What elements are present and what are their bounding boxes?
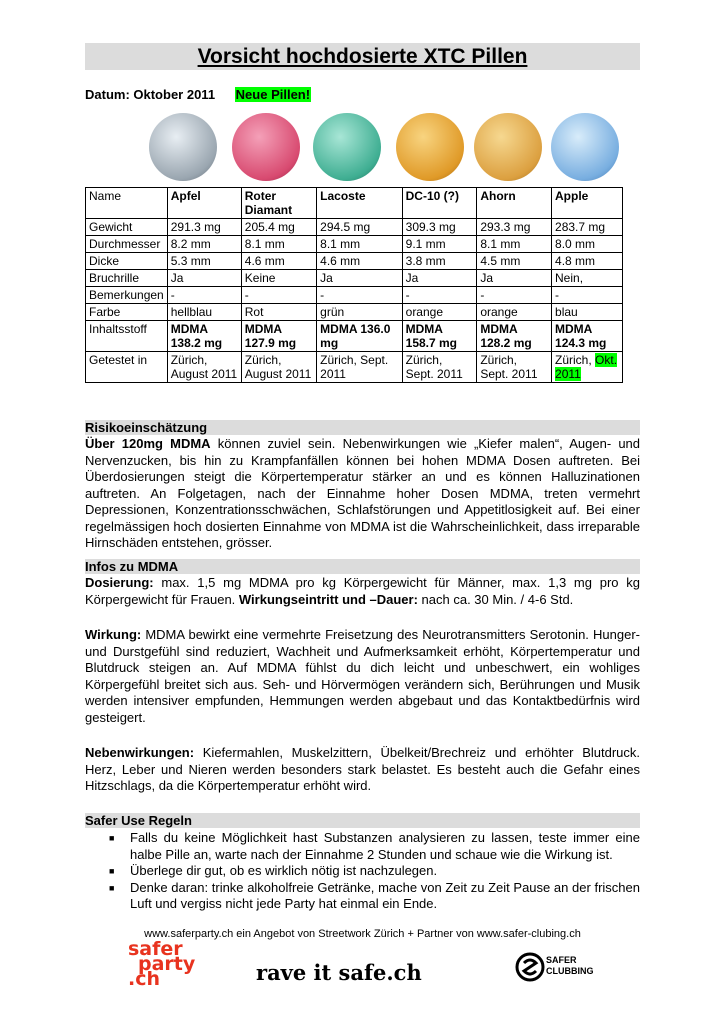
side-effects-text: Kiefermahlen, Muskelzittern, Übelkeit/Brechreiz und erhöhter Blutdruck. Herz, Leber und Nieren werden besonders stark belastet. Es besteht auch die Gefahr eines Hitzschlags, da die Körpertemperatur erhöht wird. (85, 745, 640, 793)
saferparty-logo[interactable]: safer party .ch (128, 938, 196, 990)
table-cell: 4.5 mm (477, 253, 552, 270)
table-header-cell: Name (86, 188, 168, 219)
list-item: ■ Falls du keine Möglichkeit hast Substanzen analysieren zu lassen, teste immer eine halbe Pille an, warte nach der Einnahme 2 Stunden und schaue wie die Wirkung ist. (109, 830, 640, 862)
table-cell: - (167, 287, 241, 304)
table-cell: orange (477, 304, 552, 321)
table-cell: orange (402, 304, 477, 321)
table-row (86, 304, 623, 321)
table-header-cell: Apple (552, 188, 623, 219)
table-row (86, 321, 623, 352)
table-header-cell: DC-10 (?) (402, 188, 477, 219)
table-cell: - (402, 287, 477, 304)
dose-text: max. 1,5 mg MDMA pro kg Körpergewicht für Männer, max. 1,3 mg pro kg Körpergewicht für Frauen. (85, 575, 640, 607)
table-cell: 4.6 mm (317, 253, 402, 270)
table-cell: grün (317, 304, 402, 321)
effect-label: Wirkung: (85, 627, 142, 642)
table-row (86, 352, 623, 383)
table-cell: 309.3 mg (402, 219, 477, 236)
table-cell: Zürich, Sept. 2011 (317, 352, 402, 383)
pill-image-roter-diamant (232, 113, 300, 181)
safer-use-heading: Safer Use Regeln (85, 813, 640, 828)
title-bar (85, 43, 640, 70)
onset-label: Wirkungseintritt und –Dauer: (238, 591, 418, 607)
table-cell: 8.1 mm (477, 236, 552, 253)
table-cell: 294.5 mg (317, 219, 402, 236)
table-cell: - (552, 287, 623, 304)
pill-image-dc10 (396, 113, 464, 181)
list-item: ■ Denke daran: trinke alkoholfreie Getränke, mache von Zeit zu Zeit Pause an der frischen Luft und vergiss nicht jede Party hat einmal ein Ende. (109, 879, 640, 911)
table-cell: MDMA 136.0 mg (317, 321, 402, 352)
table-cell: 8.0 mm (552, 236, 623, 253)
mdma-heading: Infos zu MDMA (85, 559, 640, 574)
table-cell: Ja (402, 270, 477, 287)
effect-text: MDMA bewirkt eine vermehrte Freisetzung des Neurotransmitters Serotonin. Hunger- und Durstgefühl sind reduziert, Wachheit und Aufmerksamkeit erhöht, Körpertemperatur und Blutdruck steigen an. Auf MDMA fühlst du dich leicht und unbeschwert, ein wohliges Körpergefühl breitet sich aus. Seh- und Hörvermögen verändern sich, Berührungen und Musik werden intensiver empfunden, Hemmungen werden abgebaut und das Kontaktbedürfnis wird gesteigert. (85, 627, 640, 725)
table-header-row (86, 188, 623, 219)
table-cell: Ja (477, 270, 552, 287)
table-cell: Getestet in (86, 352, 168, 383)
table-row (86, 236, 623, 253)
risk-lead: Über 120mg MDMA (85, 436, 211, 451)
table-cell: 8.1 mm (241, 236, 316, 253)
table-cell: 3.8 mm (402, 253, 477, 270)
table-cell: 4.6 mm (241, 253, 316, 270)
table-cell: Rot (241, 304, 316, 321)
bullet-icon: ■ (109, 833, 115, 843)
risk-paragraph (85, 436, 640, 552)
table-cell: 291.3 mg (167, 219, 241, 236)
table-cell: Durchmesser (86, 236, 168, 253)
table-cell: MDMA 124.3 mg (552, 321, 623, 352)
table-header-cell: Roter Diamant (241, 188, 316, 219)
pill-image-lacoste (313, 113, 381, 181)
table-cell: MDMA 158.7 mg (402, 321, 477, 352)
new-pills-badge: Neue Pillen! (235, 87, 311, 102)
table-cell: Nein, (552, 270, 623, 287)
table-header-cell: Lacoste (317, 188, 402, 219)
table-cell: Bruchrille (86, 270, 168, 287)
table-cell: Dicke (86, 253, 168, 270)
safer-clubbing-logo[interactable]: SAFER CLUBBING (546, 955, 594, 976)
table-header-cell: Apfel (167, 188, 241, 219)
list-item: ■ Überlege dir gut, ob es wirklich nötig ist nachzulegen. (109, 863, 438, 878)
table-cell: Bemerkungen (86, 287, 168, 304)
table-cell-highlighted (552, 352, 623, 383)
table-cell: - (477, 287, 552, 304)
table-cell: MDMA 128.2 mg (477, 321, 552, 352)
footer-text: www.saferparty.ch ein Angebot von Streetwork Zürich + Partner von www.safer-clubing.ch (144, 928, 581, 940)
table-cell: blau (552, 304, 623, 321)
table-header-cell: Ahorn (477, 188, 552, 219)
table-cell: Gewicht (86, 219, 168, 236)
table-cell: Zürich, August 2011 (241, 352, 316, 383)
pill-photo-row (0, 113, 725, 185)
table-cell: 4.8 mm (552, 253, 623, 270)
rave-it-safe-logo[interactable]: rave it safe.ch (256, 960, 422, 985)
pill-image-apple (551, 113, 619, 181)
effect-paragraph (85, 627, 640, 726)
risk-text: können zuviel sein. Nebenwirkungen wie „Kiefer malen“, Augen- und Nervenzucken, bis hin zu Krampfanfällen können bei hohen MDMA Dosen auftreten. Bei Überdosierungen steigt die Körpertemperatur stärker an und es können Halluzinationen auftreten. An Folgetagen, nach der Einnahme hoher Dosen MDMA, treten vermehrt Depressionen, Konzentrationsschwächen, Schlafstörungen und Appetitlosigkeit auf. Bei einer regelmässigen hoch dosierten Einnahme von MDMA ist die Wahrscheinlichkeit, dass irreparable Hirnschäden entstehen, grösser. (85, 436, 641, 550)
table-cell: Ja (317, 270, 402, 287)
table-cell: Zürich, Sept. 2011 (477, 352, 552, 383)
table-cell: 8.1 mm (317, 236, 402, 253)
table-cell: Keine (241, 270, 316, 287)
table-cell: 205.4 mg (241, 219, 316, 236)
safer-use-list (85, 830, 640, 913)
table-cell: MDMA 138.2 mg (167, 321, 241, 352)
side-effects-label: Nebenwirkungen: (85, 745, 195, 760)
dose-label: Dosierung: (85, 575, 154, 590)
table-cell: Ja (167, 270, 241, 287)
table-row (86, 270, 623, 287)
table-cell: hellblau (167, 304, 241, 321)
table-cell: 8.2 mm (167, 236, 241, 253)
onset-text: nach ca. 30 Min. / 4-6 Std. (417, 591, 574, 607)
table-row (86, 219, 623, 236)
dose-paragraph (85, 575, 640, 608)
table-row (86, 253, 623, 270)
risk-heading: Risikoeinschätzung (85, 420, 640, 435)
date-line (85, 87, 311, 102)
bullet-icon: ■ (109, 882, 115, 893)
table-cell: Farbe (86, 304, 168, 321)
pill-data-table (85, 187, 623, 383)
table-cell: 9.1 mm (402, 236, 477, 253)
side-effects-paragraph (85, 745, 640, 795)
pill-image-apfel (149, 113, 217, 181)
table-cell: MDMA 127.9 mg (241, 321, 316, 352)
table-cell: - (241, 287, 316, 304)
highlighted-date: Okt. 2011 (555, 353, 618, 381)
bullet-icon: ■ (109, 866, 115, 876)
table-cell: Inhaltsstoff (86, 321, 168, 352)
table-cell: 293.3 mg (477, 219, 552, 236)
table-cell: - (317, 287, 402, 304)
table-cell: 283.7 mg (552, 219, 623, 236)
table-cell-text: Zürich, Okt. 2011 (555, 353, 618, 381)
page-title: Vorsicht hochdosierte XTC Pillen (197, 45, 528, 68)
pill-image-ahorn (474, 113, 542, 181)
table-row (86, 287, 623, 304)
table-cell: Zürich, Sept. 2011 (402, 352, 477, 383)
date-label: Datum: Oktober 2011 (85, 87, 216, 102)
table-cell: Zürich, August 2011 (167, 352, 241, 383)
table-cell: 5.3 mm (167, 253, 241, 270)
